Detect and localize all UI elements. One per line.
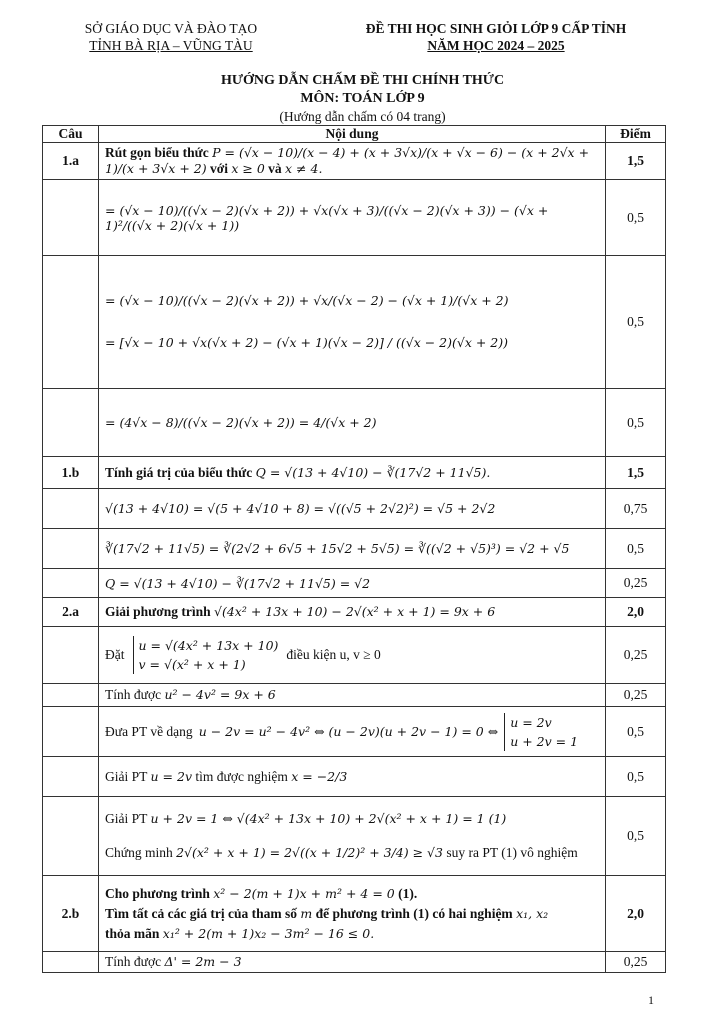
solution-step: Giải PT u + 2v = 1 ⇔ √(4x² + 13x + 10) + 2√(x² + x + 1) = 1 (1) Chứng minh 2√(x² + x + 1) = 2√((x + 1/2)² + 3/4) ≥ √3 suy ra PT (1) vô nghiệm bbox=[99, 797, 606, 876]
question-statement: Rút gọn biểu thức P = (√x − 10)/(x − 4) + (x + 3√x)/(x + √x − 6) − (x + 2√x + 1)/(x + 3√x + 2) với x ≥ 0 và x ≠ 4. bbox=[99, 143, 606, 180]
score-cell: 2,0 bbox=[606, 876, 666, 952]
score-cell: 0,25 bbox=[606, 627, 666, 684]
header-score: Điểm bbox=[606, 126, 666, 143]
score-cell: 1,5 bbox=[606, 457, 666, 489]
grading-table bbox=[42, 125, 666, 973]
score-cell: 0,5 bbox=[606, 256, 666, 389]
score-cell: 0,5 bbox=[606, 707, 666, 757]
table-row bbox=[43, 707, 666, 757]
page-number: 1 bbox=[648, 993, 654, 1007]
question-label: 2.b bbox=[43, 876, 99, 952]
score-cell: 0,5 bbox=[606, 180, 666, 256]
solution-step: ∛(17√2 + 11√5) = ∛(2√2 + 6√5 + 15√2 + 5√5) = ∛((√2 + √5)³) = √2 + √5 bbox=[99, 529, 606, 569]
document-title bbox=[0, 72, 725, 126]
score-cell: 0,5 bbox=[606, 797, 666, 876]
table-header-row bbox=[43, 126, 666, 143]
header-content: Nội dung bbox=[99, 126, 606, 143]
department-line-2: TỈNH BÀ RỊA – VŨNG TÀU bbox=[89, 38, 253, 53]
question-statement: Cho phương trình x² − 2(m + 1)x + m² + 4 = 0 (1). Tìm tất cả các giá trị của tham số m để phương trình (1) có hai nghiệm x₁, x₂ thỏa mãn x₁² + 2(m + 1)x₂ − 3m² − 16 ≤ 0. bbox=[99, 876, 606, 952]
score-cell: 1,5 bbox=[606, 143, 666, 180]
math-expression: Q = √(13 + 4√10) − ∛(17√2 + 11√5). bbox=[255, 464, 491, 480]
table-row bbox=[43, 598, 666, 627]
table-row bbox=[43, 684, 666, 707]
math-expression: P = (√x − 10)/(x − 4) + (x + 3√x)/(x + √x − 6) − (x + 2√x + 1)/(x + 3√x + 2) bbox=[105, 145, 590, 176]
solution-step: Đưa PT về dạng u − 2v = u² − 4v² ⇔ (u − 2v)(u + 2v − 1) = 0 ⇔ u = 2v u + 2v = 1 bbox=[99, 707, 606, 757]
solution-step: Đặt u = √(4x² + 13x + 10) v = √(x² + x + 1) điều kiện u, v ≥ 0 bbox=[99, 627, 606, 684]
case-bracket: u = 2v u + 2v = 1 bbox=[504, 713, 578, 751]
solution-step: √(13 + 4√10) = √(5 + 4√10 + 8) = √((√5 + 2√2)²) = √5 + 2√2 bbox=[99, 489, 606, 529]
table-row bbox=[43, 457, 666, 489]
table-row bbox=[43, 627, 666, 684]
question-label: 1.a bbox=[43, 143, 99, 180]
table-row bbox=[43, 876, 666, 952]
question-statement: Giải phương trình √(4x² + 13x + 10) − 2√(x² + x + 1) = 9x + 6 bbox=[99, 598, 606, 627]
table-row bbox=[43, 529, 666, 569]
solution-step: Tính được Δ' = 2m − 3 bbox=[99, 952, 606, 973]
table-row bbox=[43, 569, 666, 598]
question-statement: Tính giá trị của biểu thức Q = √(13 + 4√10) − ∛(17√2 + 11√5). bbox=[99, 457, 606, 489]
solution-step: = (√x − 10)/((√x − 2)(√x + 2)) + √x(√x + 3)/((√x − 2)(√x + 3)) − (√x + 1)²/((√x + 2)(√x + 1)) bbox=[99, 180, 606, 256]
score-cell: 2,0 bbox=[606, 598, 666, 627]
question-label: 2.a bbox=[43, 598, 99, 627]
department-line-1: SỞ GIÁO DỤC VÀ ĐÀO TẠO bbox=[84, 21, 258, 36]
table-row bbox=[43, 952, 666, 973]
table-row bbox=[43, 256, 666, 389]
math-expression: √(4x² + 13x + 10) − 2√(x² + x + 1) = 9x + 6 bbox=[213, 604, 496, 619]
title-main: HƯỚNG DẪN CHẤM ĐỀ THI CHÍNH THỨC bbox=[220, 73, 505, 88]
solution-step: = (4√x − 8)/((√x − 2)(√x + 2)) = 4/(√x + 2) bbox=[99, 389, 606, 457]
table-row bbox=[43, 489, 666, 529]
header-question: Câu bbox=[43, 126, 99, 143]
table-row bbox=[43, 389, 666, 457]
table-row bbox=[43, 757, 666, 797]
score-cell: 0,5 bbox=[606, 529, 666, 569]
department-header bbox=[46, 20, 296, 54]
title-subject: MÔN: TOÁN LỚP 9 bbox=[300, 91, 425, 106]
score-cell: 0,5 bbox=[606, 389, 666, 457]
table-row bbox=[43, 797, 666, 876]
table-row bbox=[43, 143, 666, 180]
exam-header bbox=[326, 20, 666, 54]
equation-system: u = √(4x² + 13x + 10) v = √(x² + x + 1) bbox=[133, 636, 279, 674]
exam-line-1: ĐỀ THI HỌC SINH GIỎI LỚP 9 CẤP TỈNH bbox=[365, 21, 627, 36]
exam-line-2: NĂM HỌC 2024 – 2025 bbox=[427, 38, 565, 53]
score-cell: 0,5 bbox=[606, 757, 666, 797]
score-cell: 0,25 bbox=[606, 952, 666, 973]
title-note: (Hướng dẫn chấm có 04 trang) bbox=[279, 109, 446, 124]
score-cell: 0,75 bbox=[606, 489, 666, 529]
question-label: 1.b bbox=[43, 457, 99, 489]
score-cell: 0,25 bbox=[606, 684, 666, 707]
solution-step: = (√x − 10)/((√x − 2)(√x + 2)) + √x/(√x − 2) − (√x + 1)/(√x + 2) = [√x − 10 + √x(√x + 2) − (√x + 1)(√x − 2)] / ((√x − 2)(√x + 2)) bbox=[99, 256, 606, 389]
solution-step: Q = √(13 + 4√10) − ∛(17√2 + 11√5) = √2 bbox=[99, 569, 606, 598]
solution-step: Giải PT u = 2v tìm được nghiệm x = −2/3 bbox=[99, 757, 606, 797]
solution-step: Tính được u² − 4v² = 9x + 6 bbox=[99, 684, 606, 707]
table-row bbox=[43, 180, 666, 256]
score-cell: 0,25 bbox=[606, 569, 666, 598]
